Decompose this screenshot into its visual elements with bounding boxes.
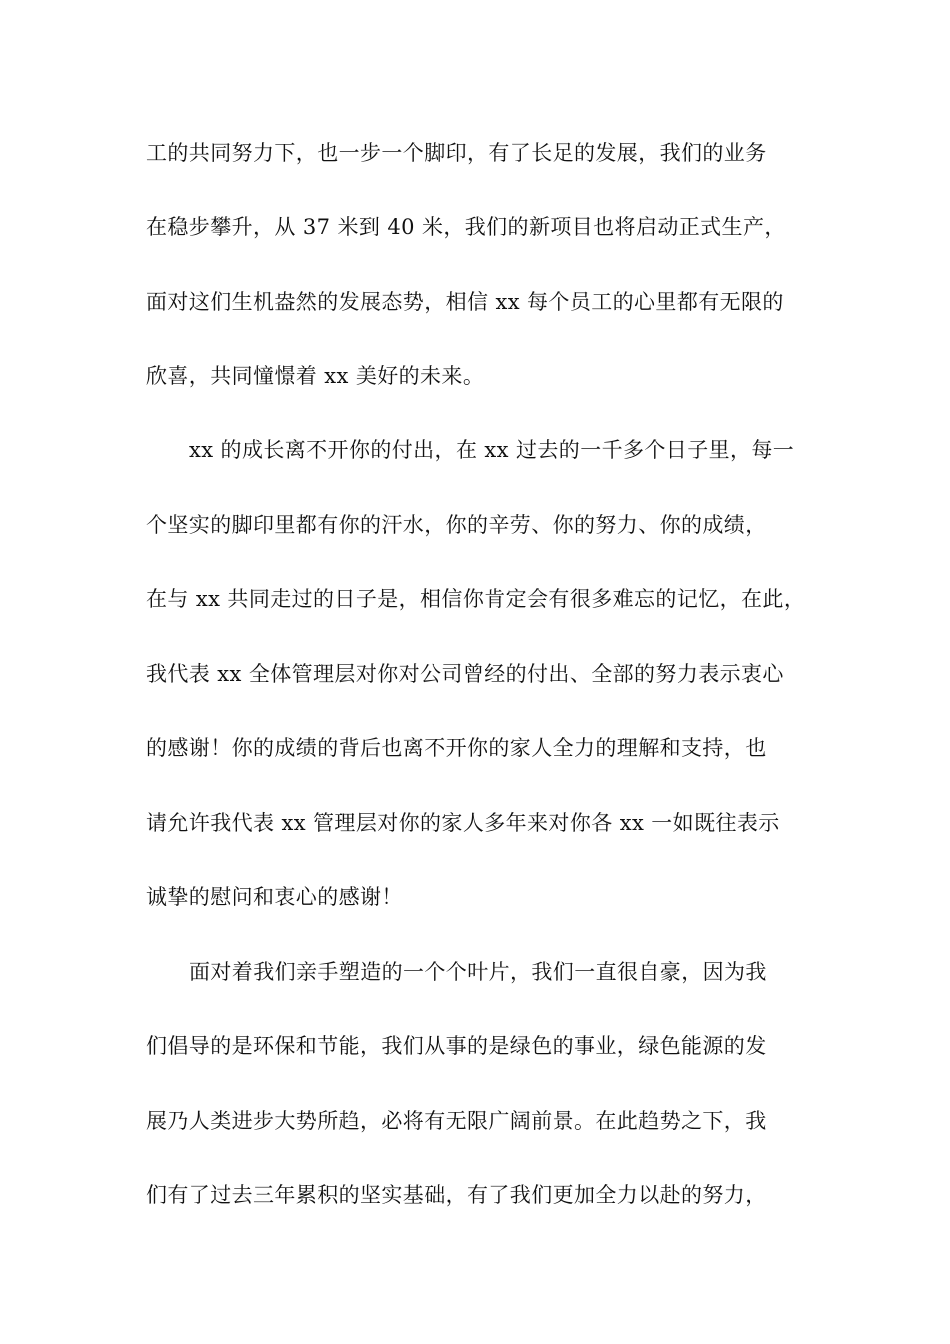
text-line: 的感谢！你的成绩的背后也离不开你的家人全力的理解和支持，也 <box>146 736 767 760</box>
text-line: 欣喜，共同憧憬着 xx 美好的未来。 <box>146 364 485 388</box>
text-line: 工的共同努力下，也一步一个脚印，有了长足的发展，我们的业务 <box>146 141 767 165</box>
text-line: 们倡导的是环保和节能，我们从事的是绿色的事业，绿色能源的发 <box>146 1034 767 1058</box>
text-line: 我代表 xx 全体管理层对你对公司曾经的付出、全部的努力表示衷心 <box>146 662 784 686</box>
paragraph-first-line: xx 的成长离不开你的付出，在 xx 过去的一千多个日子里，每一 <box>189 438 795 462</box>
text-line: 在稳步攀升，从 37 米到 40 米，我们的新项目也将启动正式生产， <box>146 215 786 239</box>
paragraph-first-line: 面对着我们亲手塑造的一个个叶片，我们一直很自豪，因为我 <box>189 960 767 984</box>
text-line: 面对这们生机盎然的发展态势，相信 xx 每个员工的心里都有无限的 <box>146 290 784 314</box>
text-line: 个坚实的脚印里都有你的汗水，你的辛劳、你的努力、你的成绩， <box>146 513 767 537</box>
text-line: 在与 xx 共同走过的日子是，相信你肯定会有很多难忘的记忆，在此， <box>146 587 806 611</box>
text-line: 诚挚的慰问和衷心的感谢！ <box>146 885 403 909</box>
text-line: 展乃人类进步大势所趋，必将有无限广阔前景。在此趋势之下，我 <box>146 1109 767 1133</box>
text-line: 们有了过去三年累积的坚实基础，有了我们更加全力以赴的努力， <box>146 1183 767 1207</box>
text-line: 请允许我代表 xx 管理层对你的家人多年来对你各 xx 一如既往表示 <box>146 811 780 835</box>
